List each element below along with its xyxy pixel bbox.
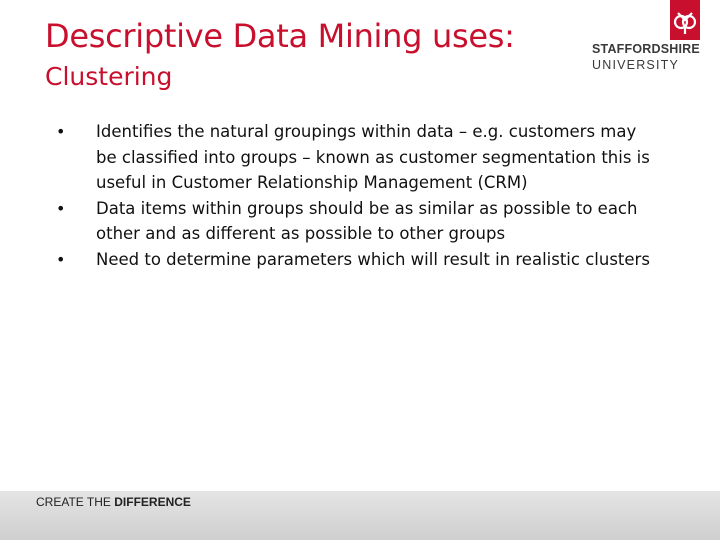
bullet-text: Need to determine parameters which will result in realistic clusters (96, 249, 650, 269)
bullet-text: Data items within groups should be as similar as possible to each other and as different as possible to other groups (96, 198, 638, 243)
logo-wordmark-line2: UNIVERSITY (592, 58, 680, 72)
bullet-text: Identifies the natural groupings within data – e.g. customers may be classified into groups – known as customer segmentation this is useful in Customer Relationship Management (CRM) (96, 122, 650, 192)
footer-bar (0, 491, 720, 540)
bullet-dot: • (56, 198, 66, 218)
bullet-item (56, 119, 656, 196)
footer-tagline-bold: DIFFERENCE (114, 495, 191, 509)
bullet-item (56, 247, 656, 273)
university-logo (592, 0, 714, 76)
slide-subtitle: Clustering (45, 62, 173, 91)
bullet-item (56, 196, 656, 247)
knot-crest-icon (670, 0, 700, 40)
logo-wordmark-line1: STAFFORDSHIRE (592, 42, 700, 56)
bullet-dot: • (56, 249, 66, 269)
footer-tagline-regular: CREATE THE (36, 495, 115, 509)
footer-tagline (36, 495, 191, 509)
bullet-list (56, 119, 656, 272)
bullet-dot: • (56, 122, 66, 141)
slide-title: Descriptive Data Mining uses: (45, 17, 515, 55)
